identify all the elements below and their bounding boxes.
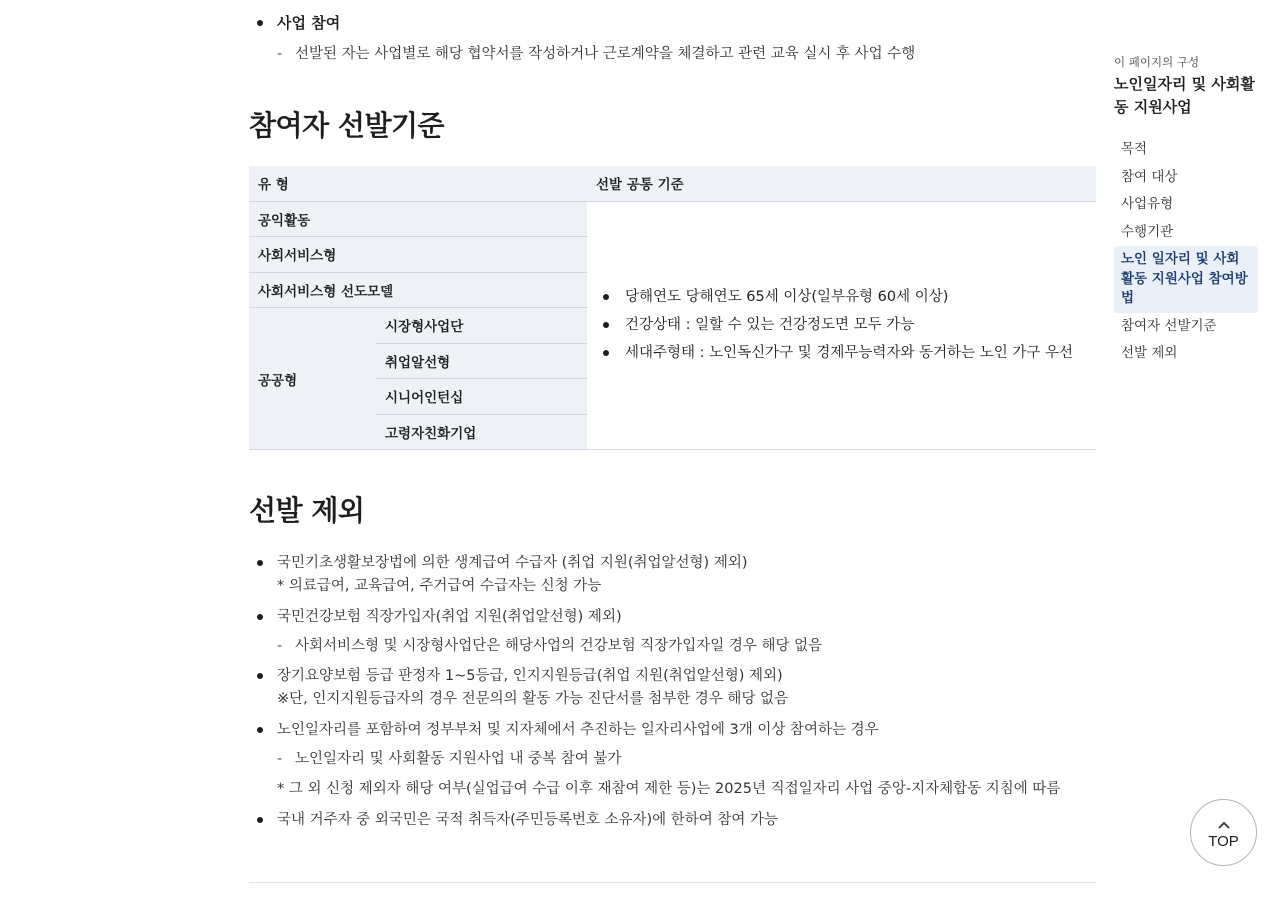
subtype-cell: 취업알선형 (376, 343, 587, 379)
list-item (257, 606, 1087, 657)
criteria-item (603, 286, 1087, 308)
exclusion-text: 국민기초생활보장법에 의한 생계급여 수급자 (취업 지원(취업알선형) 제외) (277, 555, 748, 571)
table-header-type: 유 형 (249, 166, 587, 201)
exclusion-text: 국민건강보험 직장가입자(취업 지원(취업알선형) 제외) (277, 609, 622, 625)
criteria-table (249, 166, 1096, 450)
exclusion-heading: 선발 제외 (249, 494, 365, 527)
dash-icon: - (277, 751, 283, 767)
subtype-cell: 시장형사업단 (376, 308, 587, 344)
toc-title: 노인일자리 및 사회활동 지원사업 (1114, 75, 1255, 116)
type-cell: 사회서비스형 선도모델 (249, 272, 587, 308)
criteria-heading: 참여자 선발기준 (249, 109, 445, 142)
list-item (257, 665, 1087, 711)
participation-label: 사업 참여 (277, 14, 341, 32)
exclusion-text: 장기요양보험 등급 판정자 1~5등급, 인지지원등급(취업 지원(취업알선형) 제외) (277, 668, 783, 684)
exclusion-note: ※단, 인지지원등급자의 경우 전문의의 활동 가능 진단서를 첨부한 경우 해당 없음 (277, 691, 789, 707)
scroll-top-label: TOP (1208, 832, 1239, 850)
exclusion-list (257, 552, 1087, 840)
bullet-icon (257, 560, 263, 566)
table-header-criteria: 선발 공통 기준 (587, 166, 1096, 201)
section-divider (249, 882, 1096, 883)
toc-item-agencies[interactable]: 수행기관 (1121, 223, 1174, 240)
list-item (257, 719, 1087, 801)
bullet-icon (257, 614, 263, 620)
bullet-icon (257, 673, 263, 679)
toc-caption: 이 페이지의 구성 (1114, 55, 1200, 69)
criteria-item (603, 314, 1087, 336)
toc-item-target[interactable]: 참여 대상 (1121, 168, 1178, 185)
exclusion-sub: 사회서비스형 및 시장형사업단은 해당사업의 건강보험 직장가입자일 경우 해당 없음 (295, 638, 823, 654)
table-row (249, 201, 1096, 237)
exclusion-note: * 의료급여, 교육급여, 주거급여 수급자는 신청 가능 (277, 578, 602, 594)
participation-detail: 선발된 자는 사업별로 해당 협약서를 작성하거나 근로계약을 체결하고 관련 교육 실시 후 사업 수행 (295, 46, 916, 62)
chevron-up-icon (1218, 820, 1230, 832)
toc-item-selection-criteria[interactable]: 참여자 선발기준 (1121, 317, 1217, 334)
toc-item-types[interactable]: 사업유형 (1121, 196, 1174, 212)
criteria-text: 세대주형태 : 노인독신가구 및 경제무능력자와 동거하는 노인 가구 우선 (625, 344, 1073, 361)
table-header-row (249, 166, 1096, 201)
exclusion-sub: 노인일자리 및 사회활동 지원사업 내 중복 참여 불가 (295, 751, 622, 767)
participation-item (257, 12, 1087, 65)
type-cell: 공익활동 (249, 201, 587, 237)
bullet-icon (603, 350, 609, 356)
type-cell: 사회서비스형 (249, 237, 587, 273)
dash-icon: - (277, 46, 283, 62)
subtype-cell: 시니어인턴십 (376, 379, 587, 415)
bullet-icon (603, 294, 609, 300)
list-item (257, 809, 1087, 832)
toc-item-exclusion[interactable]: 선발 제외 (1121, 345, 1178, 361)
page-toc (1114, 54, 1264, 368)
subtype-cell: 고령자친화기업 (376, 414, 587, 450)
bullet-icon (603, 322, 609, 328)
bullet-icon (257, 20, 263, 26)
exclusion-note: * 그 외 신청 제외자 해당 여부(실업급여 수급 이후 재참여 제한 등)는 2025년 직접일자리 사업 중앙-지자체합동 지침에 따름 (277, 781, 1061, 797)
toc-list (1114, 136, 1264, 368)
exclusion-text: 국내 거주자 중 외국민은 국적 취득자(주민등록번호 소유자)에 한하여 참여 가능 (277, 812, 779, 828)
criteria-cell (587, 201, 1096, 450)
scroll-top-button[interactable] (1190, 799, 1257, 866)
toc-item-purpose[interactable]: 목적 (1121, 141, 1148, 157)
public-type-cell: 공공형 (249, 308, 376, 450)
bullet-icon (257, 727, 263, 733)
toc-item-how-to-participate[interactable]: 노인 일자리 및 사회활동 지원사업 참여방법 (1114, 246, 1258, 313)
criteria-item (603, 342, 1087, 364)
list-item (257, 552, 1087, 598)
bullet-icon (257, 817, 263, 823)
criteria-text: 건강상태 : 일할 수 있는 건강정도면 모두 가능 (625, 316, 915, 333)
criteria-text: 당해연도 당해연도 65세 이상(일부유형 60세 이상) (625, 288, 949, 305)
dash-icon: - (277, 638, 283, 654)
exclusion-text: 노인일자리를 포함하여 정부부처 및 지자체에서 추진하는 일자리사업에 3개 이상 참여하는 경우 (277, 722, 879, 738)
